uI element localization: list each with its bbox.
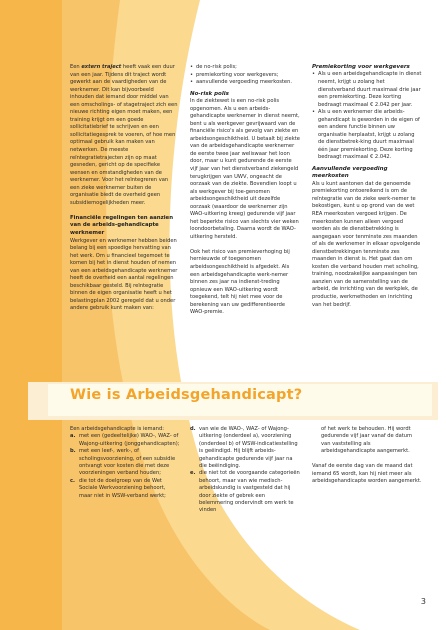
definition-list-b [190,426,300,515]
list-item: • Als u een werknemer die arbeids-gehandicapt is geworden in de eigen of een andere functie binnen uw organisatie herplaatst, krijgt u zolang de dienstbetrek-king duurt maximaal één jaar premiekorting. Deze korting bedraagt maximaal € 2.042. [312,109,422,162]
column-2 [190,64,300,317]
premiekorting-list [312,71,422,162]
list-item: b. met een leef-, werk-, of scholingsvoorziening, of een subsidie ontvangt voor kosten die met deze voorzieningen verband houden; [70,448,176,477]
lower-column-3 [312,426,422,485]
list-marker: c. [70,477,76,484]
list-marker: b. [70,448,76,455]
aanvullende-vergoeding-body: Als u kunt aantonen dat de genoemde premiekorting ontoereikend is om de reïntegratie van de zieke werk-nemer te bekostigen, kunt u op grond van de wet REA meerkosten vergoed krijgen. De meerkosten kunnen alleen vergoed worden als de dienstbetrekking is aangegaan voor tenminste zes maanden of als de werknemer in elkaar opvolgende dienstbetrekkingen tenminste zes maanden in dienst is. Het gaat dan om kosten die verband houden met scholing, training, noodzakelijke aanpassingen ten aanzien van de samenstelling van de arbeid, de inrichting van de werkplek, de productie, werkmethoden en inrichting van het bedrijf. [312,180,421,308]
list-marker: d. [190,426,196,432]
no-risk-polis-paragraph-2: Ook het risico van premieverhoging bij hernieuwde of toegenomen arbeidsongeschiktheid is afgedekt. Als een arbeidsgehandicapte werk-nemer binnen zes jaar na indienst-treding opnieuw een WAO-uitkering wordt toegekend, telt hij niet mee voor de berekening van uw gedifferentieerde WAO-premie. [190,248,290,316]
definition-list-a [70,433,180,500]
list-item: • de no-risk polis; [190,64,300,72]
list-marker: e. [190,470,196,477]
premiekorting-heading: Premiekorting voor werkgevers [312,64,410,70]
list-item: • premiekorting voor werkgevers; [190,72,300,80]
list-item: c. die tot de doelgroep van de Wet Sociale Werkvoorziening behoort, maar niet in WSW-verband werkt; [70,477,166,499]
age-limit-note: Vanaf de eerste dag van de maand dat iemand 65 wordt, kan hij niet meer als arbeidsgehandicapte worden aangemerkt. [312,463,422,484]
list-item: • aanvullende vergoeding meerkosten. [190,79,300,87]
section-title: Wie is Arbeidsgehandicapt? [70,387,303,403]
financial-regulations-heading: Financiële regelingen ten aanzien van de arbeids-gehandicapte werknemer [70,214,174,236]
list-item: e. die niet tot de voorgaande categorieën behoort, maar van wie medisch-arbeidskundig is vastgesteld dat hij door ziekte of gebrek een belemmering ondervindt om werk te vinden [190,470,300,514]
aanvullende-vergoeding-heading: Aanvullende vergoeding meerkosten [312,165,388,180]
list-marker: a. [70,433,76,440]
column-1 [70,64,178,313]
list-item: a. met een (gedeeltelijke) WAO-, WAZ- of Wajong-uitkering (jonggehandicapten); [70,433,180,447]
no-risk-polis-paragraph-1: In de ziektewet is een no-risk polis opgenomen. Als u een arbeids-gehandicapte werknemer in dienst neemt, bent u als werkgever gevrijwaard van de financiële risico's als gevolg van ziekte en arbeidsongeschiktheid. U betaalt bij ziekte van de arbeidsgehandicapte werknemer de eerste twee jaar weliswaar het loon door, maar u kunt gedurende de eerste vijf jaar van het dienstverband ziekengeld terugkrijgen van UWV, ongeacht de oorzaak van de ziekte. Bovendien loopt u als werkgever bij toe-genomen arbeidsongeschiktheid uit dezelfde oorzaak (waardoor de werknemer zijn WAO-uitkering kreeg) gedurende vijf jaar het beperkte risico van slechts vier weken loondoorbetaling. Daarna wordt de WAO-uitkering hersteld. [190,98,300,240]
column-3 [312,64,422,309]
lower-column-1 [70,426,180,500]
definition-continuation: of het werk te behouden. Hij wordt gedurende vijf jaar vanaf de datum van vaststelling als arbeidsgehandicapte aangemerkt. [321,426,413,455]
list-item: • Als u een arbeidsgehandicapte in dienst neemt, krijgt u zolang het dienstverband duurt maximaal drie jaar een premiekorting. Deze korting bedraagt maximaal € 2.042 per jaar. [312,71,422,109]
lower-column-2 [190,426,300,515]
definition-intro: Een arbeidsgehandicapte is iemand: [70,426,164,432]
intro-paragraph: Een extern traject heeft vaak een duur van een jaar. Tijdens dit traject wordt gewerkt aan de vaardigheden van de werknemer. Dit kan bijvoorbeeld inhouden dat iemand door middel van een omscholings- of stagetraject zich een nieuwe richting eigen moet maken, een training krijgt om een goede sollicitatiebrief te schrijven en een sollicitatiegesprek te voeren, of hoe men optimaal gebruik kan maken van netwerken. De meeste reïntegratietrajecten zijn op maat gesneden, gericht op de specifieke wensen en omstandigheden van de werknemer. Voor het reïntegreren van een zieke werknemer buiten de organisatie biedt de overheid geen subsidiemogelijkheden meer. [70,64,178,206]
intro-emphasis: extern traject [81,64,122,70]
regulations-list [190,64,300,87]
financial-regulations-body: Werkgever en werknemer hebben beiden belang bij een spoedige hervatting van het werk. Om u financieel tegemoet te komen bij het in dienst houden of nemen van een arbeidsgehandicapte werknemer heeft de overheid een aantal regelingen beschikbaar gesteld. Bij reïntegratie binnen de eigen organisatie heeft u het belastingplan 2002 geregeld dat u onder andere gebruik kunt maken van: [70,237,178,312]
list-item: d. van wie de WAO-, WAZ- of Wajong-uitkering (onderdeel a), voorziening (onderdeel b) of WSW-indicatiestelling is geëindigd. Hij blijft arbeids-gehandicapte gedurende vijf jaar na die beëindiging. [190,426,298,470]
page-number: 3 [420,597,426,606]
no-risk-polis-heading: No-risk polis [190,90,229,97]
